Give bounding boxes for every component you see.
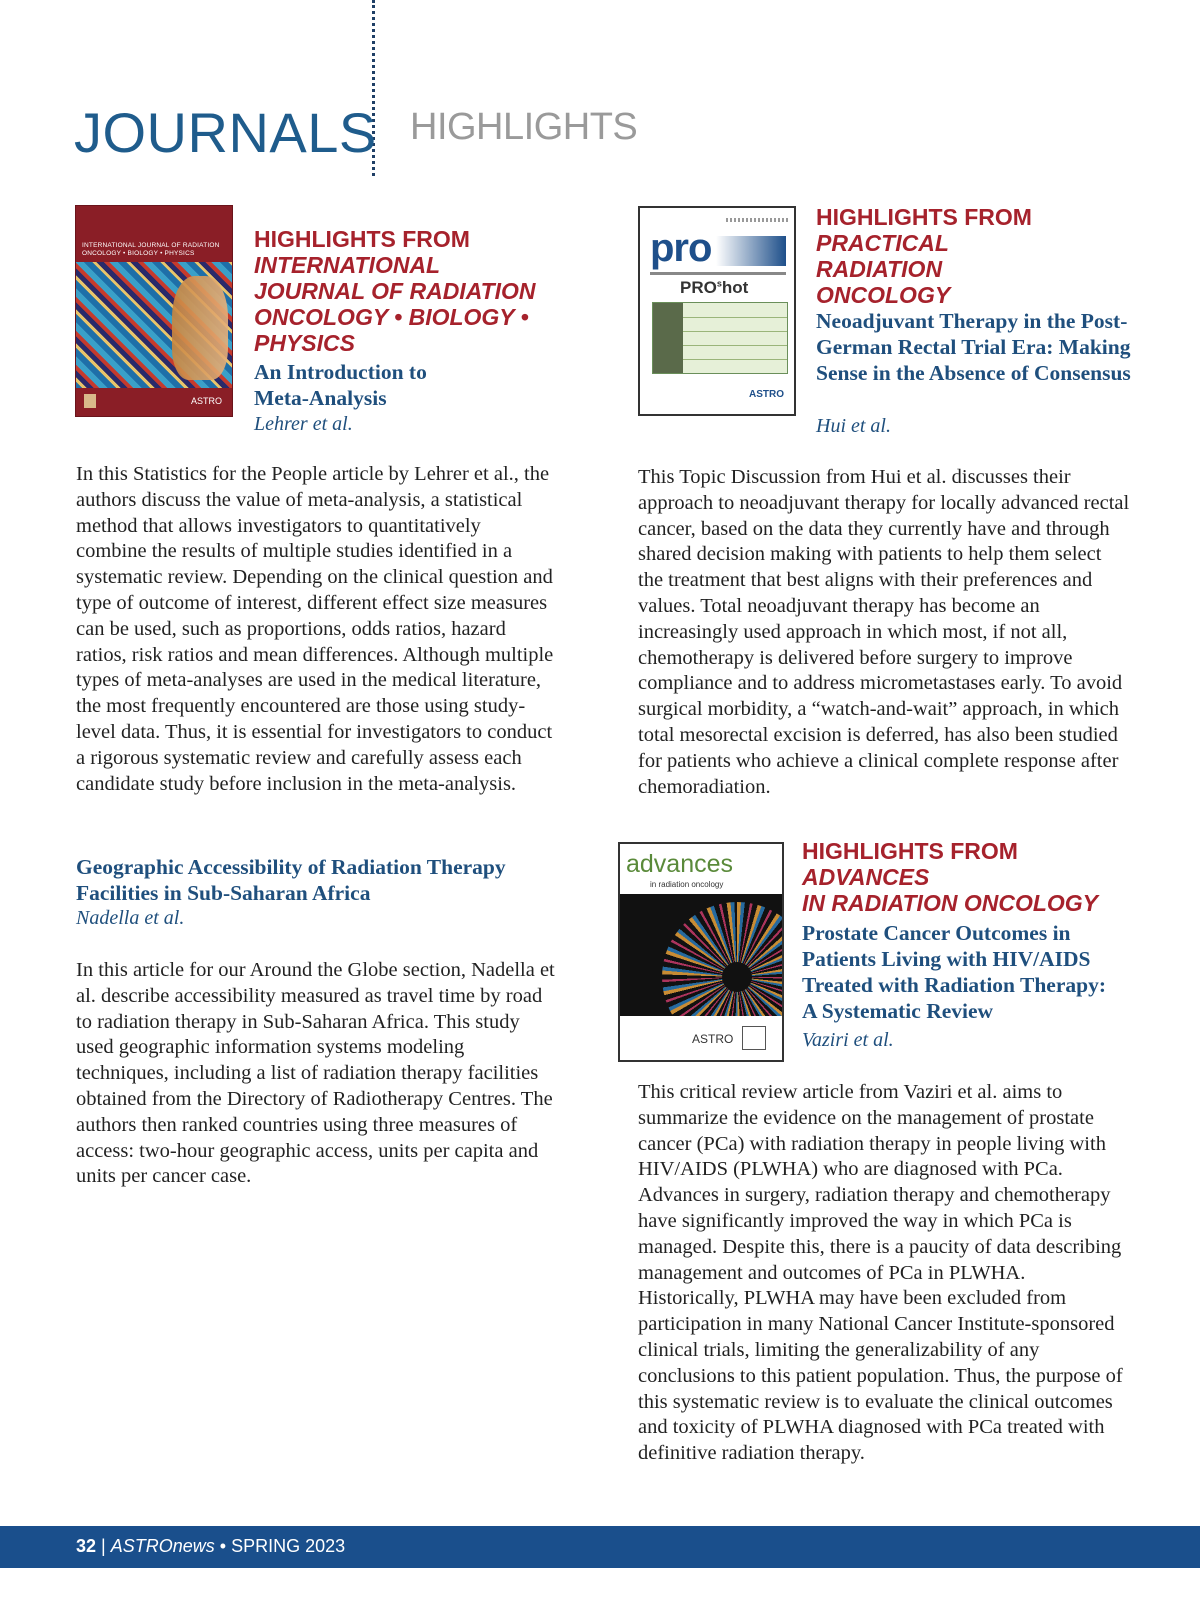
cover-face-artwork [172,276,228,380]
ijrobp-kicker: HIGHLIGHTS FROM INTERNATIONAL JOURNAL OF RADIATION ONCOLOGY • BIOLOGY • PHYSICS [254,226,536,356]
section-subtitle: HIGHLIGHTS [410,106,638,148]
article-title-neoadjuvant[interactable]: Neoadjuvant Therapy in the Post-German Rectal Trial Era: Making Sense in the Absence of Consensus [816,309,1131,385]
elsevier-logo-icon [84,394,96,408]
cover-subtitle: in radiation oncology [650,880,724,889]
article-body-neoadjuvant: This Topic Discussion from Hui et al. discusses their approach to neoadjuvant therapy for locally advanced rectal cancer, based on the data they currently have and through shared decision making with patients to help them select the treatment that best aligns with their preferences and values. Total neoadjuvant therapy has become an increasingly used approach in which most, if not all, chemotherapy is delivered before surgery to improve compliance and to address micrometastases early. To avoid surgical morbidity, a “watch-and-wait” approach, in which total mesorectal excision is deferred, has also been studied for patients who achieve a clinical complete response after chemoradiation. [638,466,1130,798]
advances-kicker: HIGHLIGHTS FROM ADVANCES IN RADIATION ONCOLOGY [802,838,1099,916]
pro-cover-image [638,206,796,416]
article-title-meta-analysis[interactable]: An Introduction to Meta-Analysis [254,360,427,410]
article-body-meta-analysis: In this Statistics for the People article by Lehrer et al., the authors discuss the value of meta-analysis, a statistical method that allows investigators to quantitatively combine the results of multiple studies identified in a systematic review. Depending on the clinical question and type of outcome of interest, different effect size measures can be used, such as proportions, odds ratios, hazard ratios, risk ratios and mean differences. Although multiple types of meta-analyses are used in the medical literature, the most frequently encountered are those using study-level data. Thus, it is essential for investigators to conduct a rigorous systematic review and carefully assess each candidate study before inclusion in the meta-analysis. [76,463,554,795]
article-title-prostate-cancer[interactable]: Prostate Cancer Outcomes in Patients Living with HIV/AIDS Treated with Radiation Therapy: A Systematic Review [802,921,1107,1023]
publication-name: ASTROnews [110,1536,215,1556]
cover-title: INTERNATIONAL JOURNAL OF RADIATION ONCOLOGY • BIOLOGY • PHYSICS [82,242,220,257]
cover-artwork [620,894,782,1016]
page-number: 32 [76,1536,97,1556]
article-body-geographic-accessibility: In this article for our Around the Globe section, Nadella et al. describe accessibility measured as travel time by road to radiation therapy in Sub-Saharan Africa. This study used geographic information systems modeling techniques, including a list of radiation therapy facilities obtained from the Directory of Radiotherapy Centres. The authors then ranked countries using three measures of access: two-hour geographic access, units per capita and units per cancer case. [76,959,555,1188]
page-footer: 32 | ASTROnews • SPRING 2023 [0,1526,1200,1568]
issue-label: SPRING 2023 [231,1536,346,1556]
cover-table [652,302,788,374]
article-author: Hui et al. [816,415,891,437]
article-author: Nadella et al. [76,907,185,929]
cover-logo: pro [650,226,712,270]
cover-publisher: ASTRO [190,396,222,406]
cover-feature: PRO$^s$hot [680,278,749,297]
article-author: Vaziri et al. [802,1029,894,1051]
cover-logo: advances [626,850,734,878]
article-title-geographic-accessibility[interactable]: Geographic Accessibility of Radiation Therapy Facilities in Sub-Saharan Africa [76,855,506,905]
elsevier-logo-icon [742,1026,766,1050]
section-title: JOURNALS [74,101,377,164]
article-author: Lehrer et al. [254,413,353,435]
advances-cover-image [618,842,784,1062]
cover-publisher: ASTRO [692,1032,734,1046]
pro-kicker: HIGHLIGHTS FROM PRACTICAL RADIATION ONCOLOGY [816,204,1032,308]
cover-publisher: ASTRO [749,389,784,400]
article-body-prostate-cancer: This critical review article from Vaziri et al. aims to summarize the evidence on the management of prostate cancer (PCa) with radiation therapy in people living with HIV/AIDS (PLWHA) who are diagnosed with PCa. Advances in surgery, radiation therapy and chemotherapy have significantly improved the way in which PCa is managed. Despite this, there is a paucity of data describing management and outcomes of PCa in PLWHA. Historically, PLWHA may have been excluded from participation in many National Cancer Institute-sponsored clinical trials, limiting the generalizability of any conclusions to this patient population. Thus, the purpose of this systematic review is to evaluate the clinical outcomes and toxicity of PLWHA diagnosed with PCa treated with definitive radiation therapy. [638,1081,1123,1465]
ijrobp-cover-image [76,206,232,416]
